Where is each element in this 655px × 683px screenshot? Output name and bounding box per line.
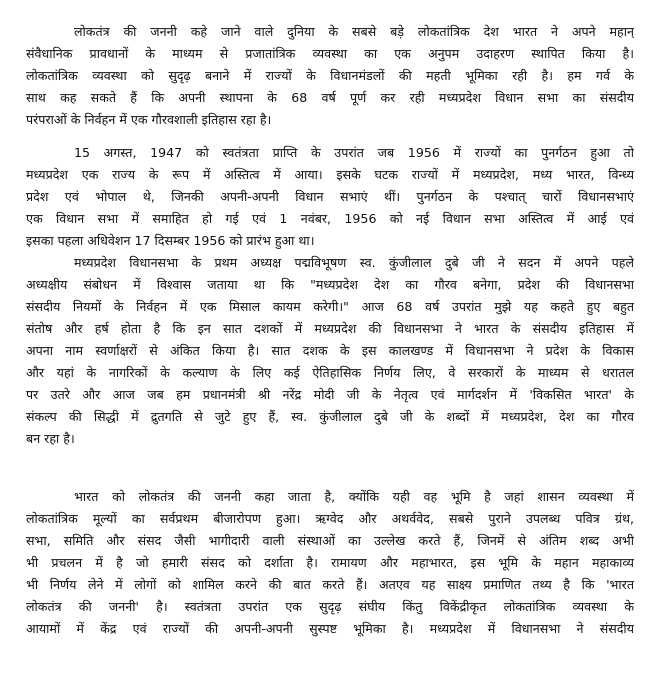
text-line: भी प्रचलन में है जो हमारी संसद को दर्शाता है। रामायण और महाभारत, इस भूमि के महान महाकाव्य bbox=[26, 555, 634, 570]
text-line: भी निर्णय लेने में लोगों को शामिल करने की बात करते हैं। अतएव यह साक्ष्य प्रमाणित तथ्य है कि 'भारत bbox=[26, 577, 634, 592]
paragraph-4 bbox=[26, 486, 634, 640]
paragraph-1 bbox=[26, 21, 634, 131]
text-line: लोकतंत्र की जननी' है। स्वतंत्रता उपरांत एक सुदृढ़ संघीय किंतु विकेंद्रीकृत लोकतांत्रिक व्यवस्था के bbox=[26, 599, 634, 614]
text-line: भारत को लोकतंत्र की जननी कहा जाता है, क्योंकि यही वह भूमि है जहां शासन व्यवस्था में bbox=[74, 489, 634, 504]
paragraph-2 bbox=[26, 142, 634, 252]
text-line: पर उतरे और आज जब हम प्रधानमंत्री श्री नरेंद्र मोदी जी के नेतृत्व एवं मार्गदर्शन में 'विकसित भारत' के bbox=[26, 387, 634, 402]
text-line: लोकतंत्र की जननी कहे जाने वाले दुनिया के सबसे बड़े लोकतांत्रिक देश भारत ने अपने महान् bbox=[74, 24, 634, 39]
text-line: साथ कह सकते हैं कि अपनी स्थापना के 68 वर्ष पूर्ण कर रही मध्यप्रदेश विधान सभा का संसदीय bbox=[26, 90, 634, 105]
text-line: परंपराओं के निर्वहन में एक गौरवशाली इतिहास रहा है। bbox=[26, 112, 272, 127]
text-line: मध्यप्रदेश एक राज्य के रूप में अस्तित्व में आया। इसके घटक राज्यों में मध्यप्रदेश, मध्य भारत, विन्ध्य bbox=[26, 167, 634, 182]
text-line: संकल्प की सिद्धी में द्रुतगति से जुटे हुए हैं, स्व. कुंजीलाल दुबे जी के शब्दों में मध्यप्रदेश, देश का गौरव bbox=[26, 409, 634, 424]
text-line: एक विधान सभा में समाहित हो गई एवं 1 नवंबर, 1956 को नई विधान सभा अस्तित्व में आई एवं bbox=[26, 211, 634, 226]
text-line: 15 अगस्त, 1947 को स्वतंत्रता प्राप्ति के उपरांत जब 1956 में राज्यों का पुनर्गठन हुआ तो bbox=[74, 145, 634, 160]
text-line: संतोष और हर्ष होता है कि इन सात दशकों में मध्यप्रदेश की विधानसभा ने भारत के संसदीय इतिहास में bbox=[26, 321, 634, 336]
text-line: सभा, समिति और संसद जैसी भागीदारी वाली संस्थाओं का उल्लेख करते हैं, जिनमें से अंतिम शब्द अभी bbox=[26, 533, 634, 548]
text-line: अध्यक्षीय संबोधन में विश्वास जताया था कि "मध्यप्रदेश देश का गौरव बनेगा, प्रदेश की विधानसभा bbox=[26, 277, 634, 292]
text-line: और यहां के नागरिकों के कल्याण के लिए कई ऐतिहासिक निर्णय लिए, वे सरकारों के माध्यम से धरातल bbox=[26, 365, 634, 380]
text-line: बन रहा है। bbox=[26, 431, 75, 446]
text-line: संवैधानिक प्रावधानों के माध्यम से प्रजातांत्रिक व्यवस्था का एक अनुपम उदाहरण स्थापित किया है। bbox=[26, 46, 634, 61]
text-line: अपना नाम स्वर्णाक्षरों से अंकित किया है। सात दशक के इस कालखण्ड में विधानसभा ने प्रदेश के विकास bbox=[26, 343, 634, 358]
paragraph-3 bbox=[26, 252, 634, 450]
text-line: मध्यप्रदेश विधानसभा के प्रथम अध्यक्ष पद्मविभूषण स्व. कुंजीलाल दुबे जी ने सदन में अपने पहले bbox=[74, 255, 634, 270]
text-line: लोकतांत्रिक मूल्यों का सर्वप्रथम बीजारोपण हुआ। ऋग्वेद और अथर्ववेद, सबसे पुराने उपलब्ध पवित्र ग्रंथ, bbox=[26, 511, 634, 526]
text-line: आयामों में केंद्र एवं राज्यों की अपनी-अपनी सुस्पष्ट भूमिका है। मध्यप्रदेश में विधानसभा ने संसदीय bbox=[26, 621, 634, 636]
text-line: संसदीय नियमों के निर्वहन में एक मिसाल कायम करेगी।" आज 68 वर्ष उपरांत मुझे यह कहते हुए बहुत bbox=[26, 299, 634, 314]
text-line: इसका पहला अधिवेशन 17 दिसम्बर 1956 को प्रारंभ हुआ था। bbox=[26, 233, 315, 248]
text-line: लोकतांत्रिक व्यवस्था को सुदृढ़ बनाने में राज्यों के विधानमंडलों की महती भूमिका रही है। हम गर्व के bbox=[26, 68, 634, 83]
text-line: प्रदेश एवं भोपाल थे, जिनकी अपनी-अपनी विधान सभाएं थीं। पुनर्गठन के पश्चात् चारों विधानसभाएं bbox=[26, 189, 634, 204]
